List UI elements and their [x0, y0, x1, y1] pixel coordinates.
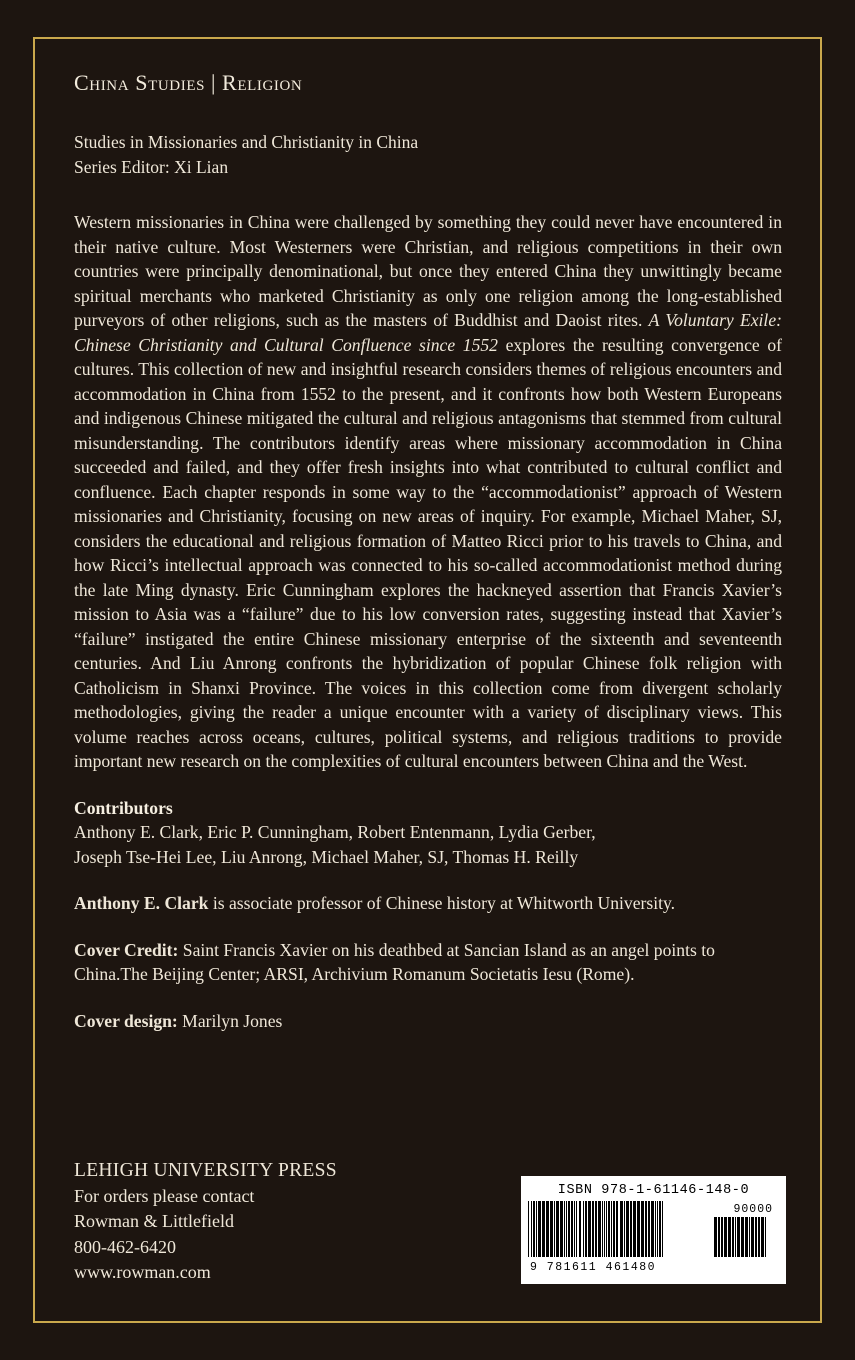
category-left-label: China Studies — [74, 70, 206, 95]
book-description — [74, 210, 782, 774]
orders-phone: 800-462-6420 — [74, 1236, 176, 1257]
series-title: Studies in Missionaries and Christianity in China — [74, 132, 419, 152]
book-title-italic: A Voluntary Exile: Chinese Christianity and Cultural Confluence since 1552 — [74, 310, 782, 355]
cover-text-content — [74, 70, 782, 1033]
barcode-digits: 9 781611 461480 — [530, 1261, 657, 1274]
cover-design-text: Marilyn Jones — [177, 1010, 283, 1031]
contributors-line-2: Joseph Tse-Hei Lee, Liu Anrong, Michael Maher, SJ, Thomas H. Reilly — [74, 846, 579, 867]
isbn-barcode — [521, 1176, 786, 1284]
description-part-two: explores the resulting convergence of cultures. This collection of new and insightful research considers themes of religious encounters and accommodation in China from 1552 to the present, and it confronts how both Western Europeans and indigenous Chinese mitigated the cultural and religious antagonisms that stemmed from cultural misunderstanding. The contributors identify areas where missionary accommodation in China succeeded and failed, and they offer fresh insights into what contributed to cultural conflict and confluence. Each chapter responds in some way to the “accommodationist” approach of Western missionaries and Christianity, focusing on new areas of inquiry. For example, Michael Maher, SJ, considers the educational and religious formation of Matteo Ricci prior to his travels to China, and how Ricci’s intellectual approach was connected to his so-called accommodationist method during the late Ming dynasty. Eric Cunningham explores the hackneyed assertion that Francis Xavier’s mission to Asia was a “failure” due to his low conversion rates, suggesting instead that Xavier’s “failure” instigated the entire Chinese missionary enterprise of the sixteenth and seventeenth centuries. And Liu Anrong confronts the hybridization of popular Chinese folk religion with Catholicism in Shanxi Province. The voices in this collection come from divergent scholarly methodologies, giving the reader a unique encounter with a variety of disciplinary views. This volume reaches across oceans, cultures, political systems, and religious traditions to provide important new research on the complexities of cultural encounters between China and the West. — [74, 334, 782, 771]
series-editor: Series Editor: Xi Lian — [74, 157, 229, 177]
barcode-bars-addon — [714, 1217, 776, 1257]
description-part-one: Western missionaries in China were challenged by something they could never have encountered in their native culture. Most Westerners were Christian, and religious competitions in their own countries were principally denominational, but once they entered China they unwittingly became spiritual merchants who marketed Christianity as only one religion among the long-established purveyors of other religions, such as the masters of Buddhist and Daoist rites. — [74, 212, 782, 330]
publisher-name: LEHIGH UNIVERSITY PRESS — [74, 1160, 337, 1181]
category-right-label: Religion — [222, 70, 303, 95]
author-bio-section — [74, 891, 782, 916]
isbn-number: ISBN 978-1-61146-148-0 — [557, 1183, 750, 1198]
distributor-name: Rowman & Littlefield — [74, 1211, 234, 1231]
cover-credit-text: Saint Francis Xavier on his deathbed at Sancian Island as an angel points to China.The Beijing Center; ARSI, Archivium Romanum Societatis Iesu (Rome). — [74, 939, 715, 984]
cover-credit-section — [74, 938, 782, 987]
barcode-bars-main — [528, 1201, 703, 1257]
category-heading — [74, 70, 782, 96]
publisher-website: www.rowman.com — [74, 1262, 211, 1282]
contributors-heading: Contributors — [74, 797, 173, 818]
barcode-bars-area — [528, 1201, 779, 1263]
contributors-section — [74, 796, 782, 870]
cover-credit-label: Cover Credit: — [74, 939, 179, 960]
author-name: Anthony E. Clark — [74, 893, 209, 913]
cover-design-section — [74, 1009, 782, 1034]
barcode-price-code: 90000 — [733, 1203, 773, 1216]
publisher-imprint-block — [74, 1158, 494, 1286]
orders-line: For orders please contact — [74, 1185, 255, 1206]
author-bio-text: is associate professor of Chinese history at Whitworth University. — [208, 893, 676, 913]
category-divider: | — [211, 70, 217, 95]
cover-design-label: Cover design: — [74, 1010, 178, 1031]
contributors-line-1: Anthony E. Clark, Eric P. Cunningham, Robert Entenmann, Lydia Gerber, — [74, 822, 596, 842]
